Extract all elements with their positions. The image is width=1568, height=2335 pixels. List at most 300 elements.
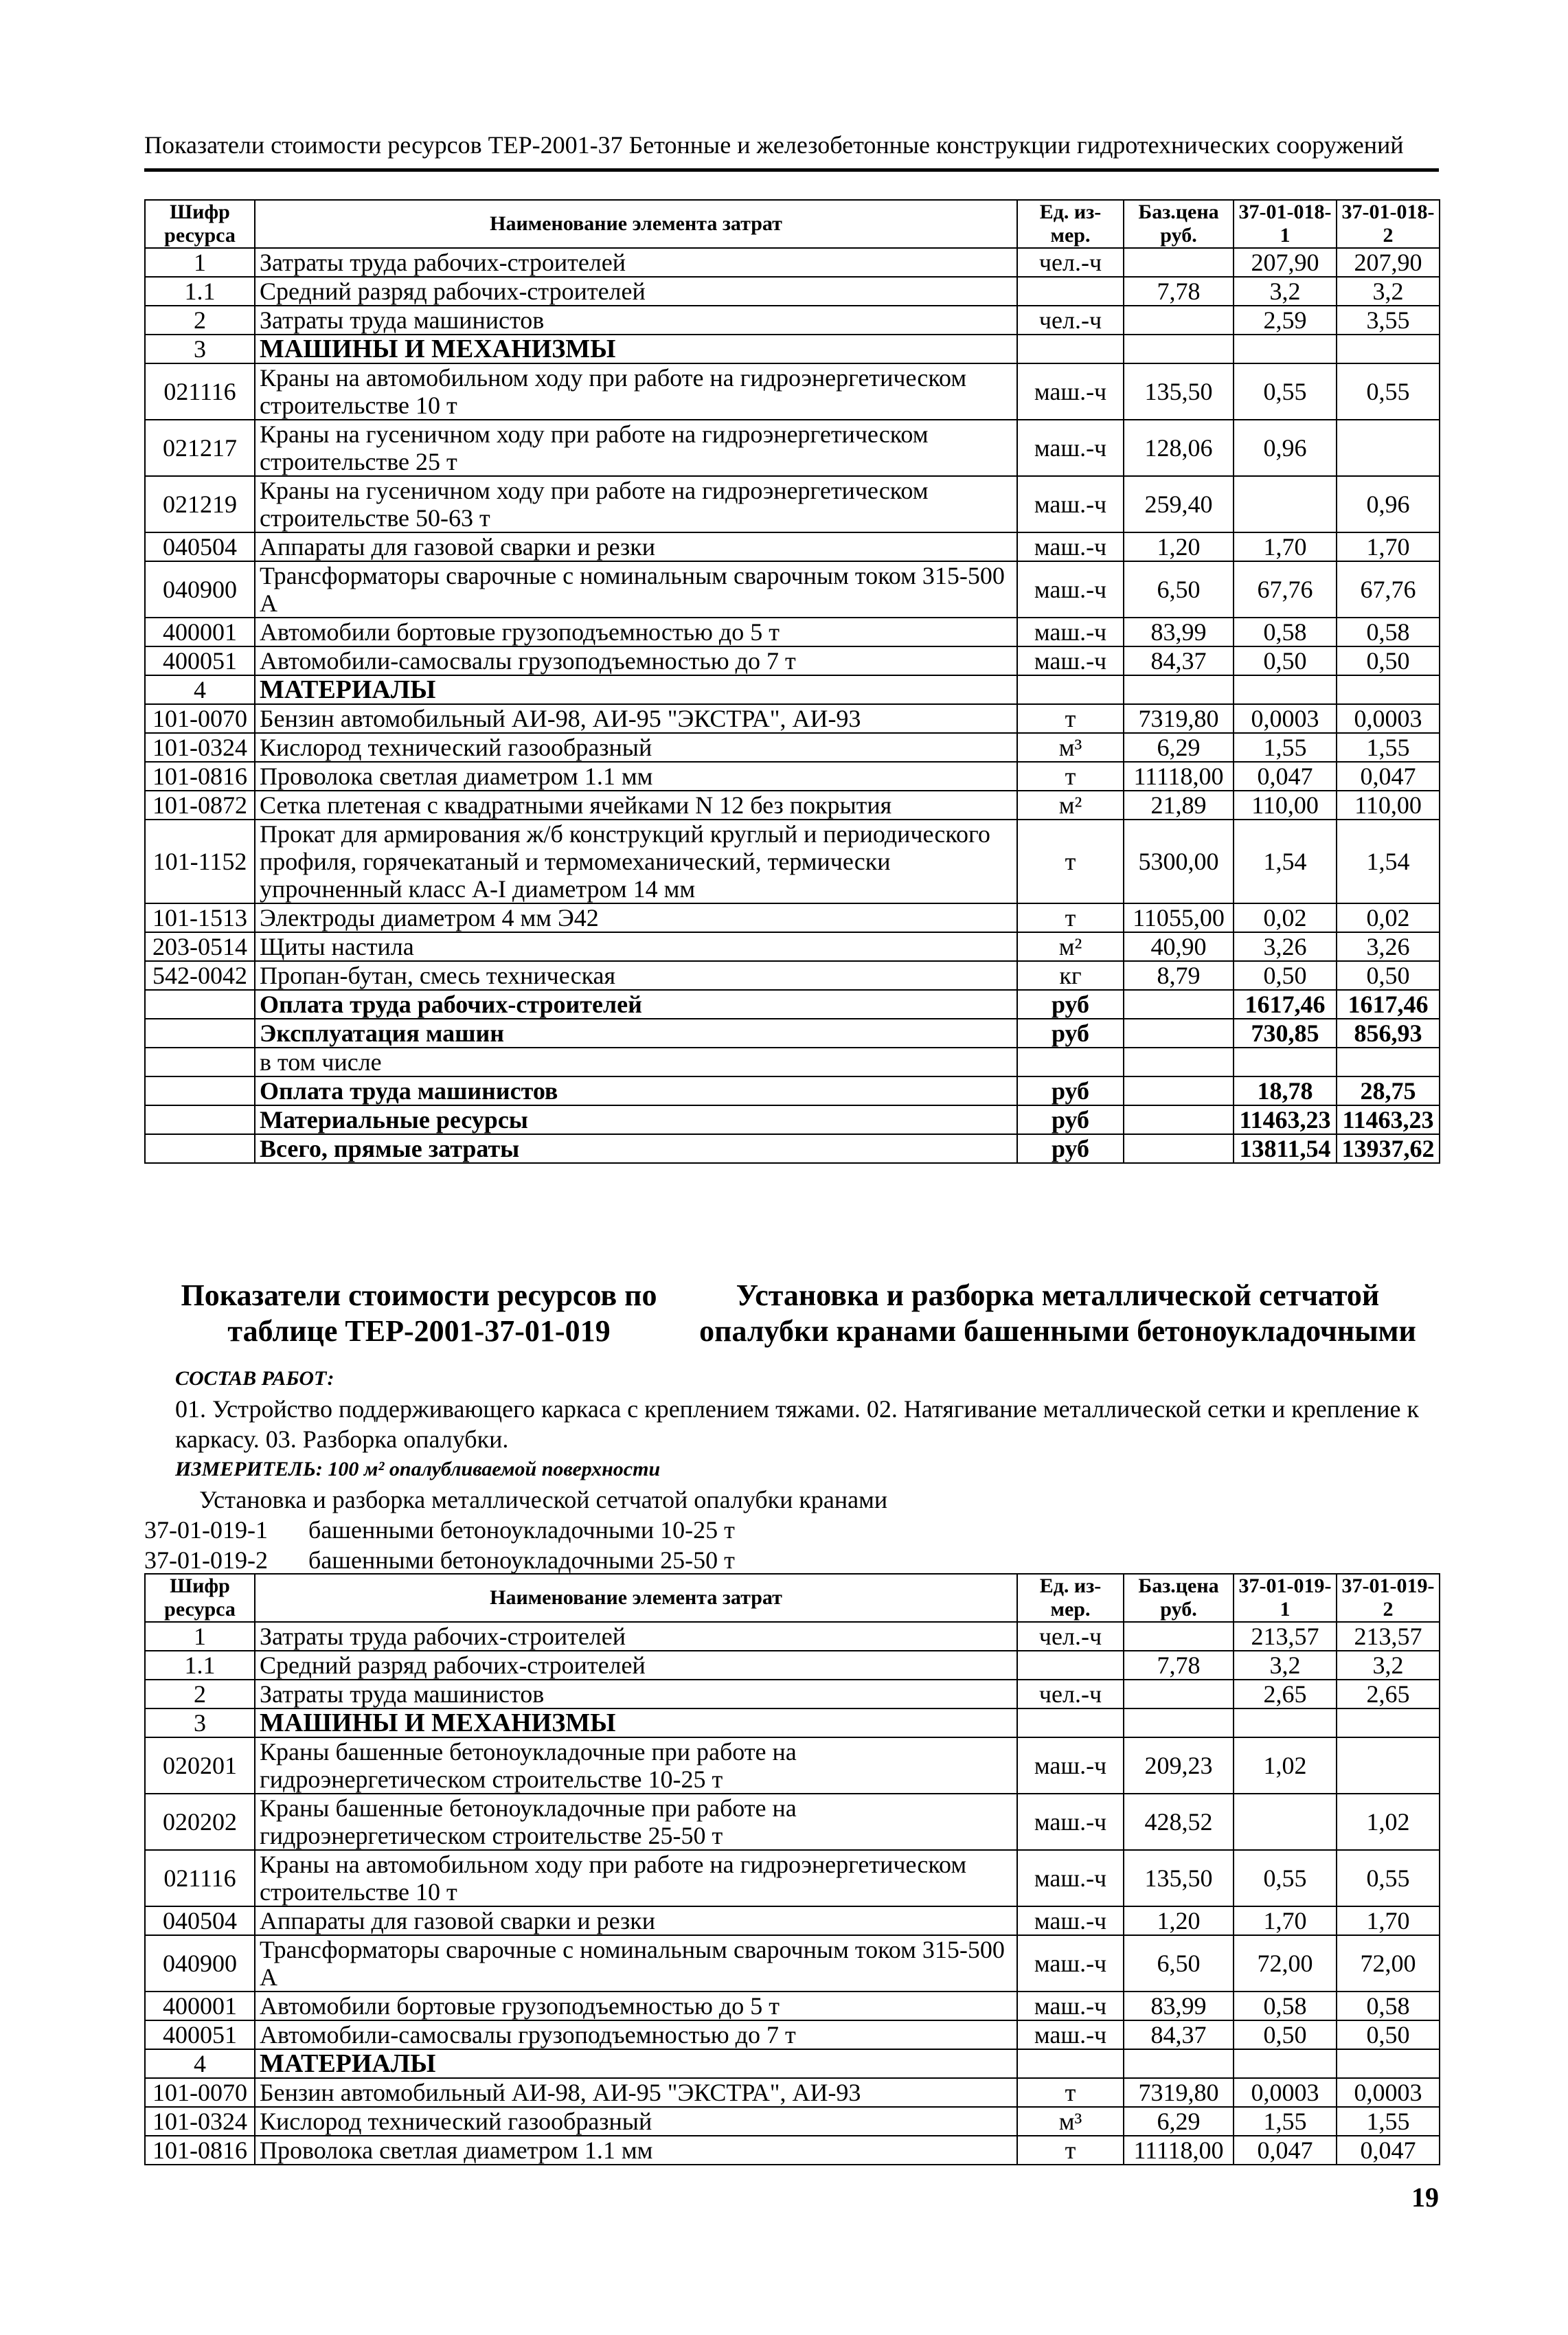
table-row <box>145 820 1440 903</box>
cell-price <box>1124 1019 1234 1048</box>
cell-code: 4 <box>145 2049 255 2078</box>
cell-code: 101-0324 <box>145 2107 255 2136</box>
cell-price: 8,79 <box>1124 961 1234 990</box>
cell-price: 5300,00 <box>1124 820 1234 903</box>
col-header-variant-b: 37-01-018-2 <box>1337 200 1440 248</box>
cell-name: МАШИНЫ И МЕХАНИЗМЫ <box>255 1708 1017 1737</box>
cell-price <box>1124 248 1234 277</box>
cell-unit: чел.-ч <box>1017 248 1124 277</box>
cell-code: 101-0816 <box>145 2136 255 2165</box>
cell-variant-b: 1,54 <box>1337 820 1440 903</box>
table-row <box>145 532 1440 561</box>
cell-variant-a <box>1234 476 1337 532</box>
cell-unit: чел.-ч <box>1017 1622 1124 1651</box>
cell-variant-a <box>1234 1794 1337 1850</box>
cell-code: 020201 <box>145 1737 255 1794</box>
cell-code: 021116 <box>145 1850 255 1906</box>
cell-unit <box>1017 1651 1124 1680</box>
cell-name: МАТЕРИАЛЫ <box>255 2049 1017 2078</box>
cell-name: Затраты труда рабочих-строителей <box>255 1622 1017 1651</box>
cell-price <box>1124 1680 1234 1708</box>
cell-name: Трансформаторы сварочные с номинальным сварочным током 315-500 А <box>255 561 1017 618</box>
cell-name: Автомобили-самосвалы грузоподъемностью до 7 т <box>255 646 1017 675</box>
table-row <box>145 1105 1440 1134</box>
cell-variant-a <box>1234 335 1337 363</box>
cell-price: 84,37 <box>1124 646 1234 675</box>
cell-variant-a: 213,57 <box>1234 1622 1337 1651</box>
cell-price <box>1124 675 1234 704</box>
cell-variant-b <box>1337 2049 1440 2078</box>
cell-variant-a: 0,55 <box>1234 1850 1337 1906</box>
cell-name: Кислород технический газообразный <box>255 733 1017 762</box>
cell-unit: руб <box>1017 1019 1124 1048</box>
cell-name: Электроды диаметром 4 мм Э42 <box>255 903 1017 932</box>
cell-name: Кислород технический газообразный <box>255 2107 1017 2136</box>
cell-name: Сетка плетеная с квадратными ячейками N 12 без покрытия <box>255 791 1017 820</box>
cell-variant-b: 0,0003 <box>1337 704 1440 733</box>
cell-unit: маш.-ч <box>1017 1850 1124 1906</box>
cell-unit <box>1017 2049 1124 2078</box>
cell-variant-a: 0,02 <box>1234 903 1337 932</box>
cell-variant-a: 3,2 <box>1234 277 1337 306</box>
cell-code: 021219 <box>145 476 255 532</box>
cell-price <box>1124 1105 1234 1134</box>
cell-unit: т <box>1017 903 1124 932</box>
cell-unit <box>1017 277 1124 306</box>
cell-code: 2 <box>145 1680 255 1708</box>
cell-unit: т <box>1017 704 1124 733</box>
table-row <box>145 306 1440 335</box>
cell-variant-a: 0,50 <box>1234 646 1337 675</box>
cell-unit: м³ <box>1017 733 1124 762</box>
table-row <box>145 1794 1440 1850</box>
code-id: 37-01-019-2 <box>144 1546 268 1574</box>
col-header-name: Наименование элемента затрат <box>255 1574 1017 1622</box>
col-header-variant-b: 37-01-019-2 <box>1337 1574 1440 1622</box>
cell-price <box>1124 1134 1234 1163</box>
cell-unit: м² <box>1017 791 1124 820</box>
cell-price <box>1124 1708 1234 1737</box>
cell-name: Аппараты для газовой сварки и резки <box>255 532 1017 561</box>
cell-variant-a: 0,50 <box>1234 2020 1337 2049</box>
table-row <box>145 335 1440 363</box>
resource-table-1 <box>144 199 1440 1164</box>
cell-variant-b: 0,58 <box>1337 1992 1440 2020</box>
table-row <box>145 1622 1440 1651</box>
cell-price <box>1124 1622 1234 1651</box>
cell-price: 7,78 <box>1124 1651 1234 1680</box>
cell-variant-b: 0,96 <box>1337 476 1440 532</box>
cell-name: Эксплуатация машин <box>255 1019 1017 1048</box>
cell-name: Пропан-бутан, смесь техническая <box>255 961 1017 990</box>
table-row <box>145 1680 1440 1708</box>
section-title-right: Установка и разборка металлической сетчатой опалубки кранами башенными бетоноукладочными <box>699 1278 1416 1348</box>
cell-name: Оплата труда машинистов <box>255 1076 1017 1105</box>
cell-variant-a: 0,50 <box>1234 961 1337 990</box>
table-row <box>145 1134 1440 1163</box>
cell-variant-a: 0,0003 <box>1234 704 1337 733</box>
cell-price <box>1124 335 1234 363</box>
cell-name: Оплата труда рабочих-строителей <box>255 990 1017 1019</box>
cell-code: 1 <box>145 1622 255 1651</box>
col-header-price: Баз.цена руб. <box>1124 200 1234 248</box>
cell-variant-b: 0,50 <box>1337 646 1440 675</box>
page-number: 19 <box>1411 2182 1439 2213</box>
cell-price: 11118,00 <box>1124 2136 1234 2165</box>
cell-unit: маш.-ч <box>1017 1992 1124 2020</box>
cell-code: 2 <box>145 306 255 335</box>
table-row <box>145 2136 1440 2165</box>
cell-price: 11118,00 <box>1124 762 1234 791</box>
table-header-row <box>145 1574 1440 1622</box>
cell-unit <box>1017 1708 1124 1737</box>
cell-name: Всего, прямые затраты <box>255 1134 1017 1163</box>
cell-name: Средний разряд рабочих-строителей <box>255 1651 1017 1680</box>
cell-variant-b: 856,93 <box>1337 1019 1440 1048</box>
cell-unit: маш.-ч <box>1017 1794 1124 1850</box>
cell-unit: маш.-ч <box>1017 532 1124 561</box>
col-header-code: Шифр ресурса <box>145 200 255 248</box>
cell-unit: м² <box>1017 932 1124 961</box>
table-row <box>145 476 1440 532</box>
cell-unit: маш.-ч <box>1017 1906 1124 1935</box>
cell-variant-a: 1,70 <box>1234 1906 1337 1935</box>
col-header-price: Баз.цена руб. <box>1124 1574 1234 1622</box>
cell-name: Краны башенные бетоноукладочные при работе на гидроэнергетическом строительстве 10-25 т <box>255 1737 1017 1794</box>
cell-unit: маш.-ч <box>1017 420 1124 476</box>
code-line <box>144 1515 1442 1545</box>
table-row <box>145 675 1440 704</box>
cell-name: Аппараты для газовой сварки и резки <box>255 1906 1017 1935</box>
header-divider <box>144 168 1439 172</box>
cell-variant-a: 0,58 <box>1234 1992 1337 2020</box>
table-row <box>145 2049 1440 2078</box>
cell-code: 101-0070 <box>145 2078 255 2107</box>
cell-variant-a: 1,55 <box>1234 733 1337 762</box>
cell-code: 021217 <box>145 420 255 476</box>
table-row <box>145 1708 1440 1737</box>
cell-unit: руб <box>1017 1076 1124 1105</box>
cell-name: в том числе <box>255 1048 1017 1076</box>
cell-price: 135,50 <box>1124 1850 1234 1906</box>
cell-variant-a <box>1234 1048 1337 1076</box>
col-header-unit: Ед. из-мер. <box>1017 1574 1124 1622</box>
cell-variant-b: 1,02 <box>1337 1794 1440 1850</box>
cell-variant-a: 110,00 <box>1234 791 1337 820</box>
col-header-code: Шифр ресурса <box>145 1574 255 1622</box>
code-text: башенными бетоноукладочными 10-25 т <box>308 1516 735 1544</box>
cell-price <box>1124 990 1234 1019</box>
cell-variant-a: 0,047 <box>1234 2136 1337 2165</box>
cell-code: 400001 <box>145 618 255 646</box>
cell-variant-b: 0,047 <box>1337 762 1440 791</box>
cell-variant-b <box>1337 1737 1440 1794</box>
cell-variant-b <box>1337 1048 1440 1076</box>
section-title-left: Показатели стоимости ресурсов по таблице ТЕР-2001-37-01-019 <box>181 1278 657 1348</box>
cell-variant-b: 0,047 <box>1337 2136 1440 2165</box>
cell-unit: руб <box>1017 1105 1124 1134</box>
cell-name: Краны на гусеничном ходу при работе на гидроэнергетическом строительстве 25 т <box>255 420 1017 476</box>
table-row <box>145 1737 1440 1794</box>
cell-variant-b <box>1337 420 1440 476</box>
resource-table-2 <box>144 1573 1440 2165</box>
table-row <box>145 932 1440 961</box>
cell-code: 3 <box>145 335 255 363</box>
cell-code: 021116 <box>145 363 255 420</box>
cell-code: 101-0872 <box>145 791 255 820</box>
cell-name: Щиты настила <box>255 932 1017 961</box>
cell-name: Автомобили бортовые грузоподъемностью до 5 т <box>255 618 1017 646</box>
work-composition-label: СОСТАВ РАБОТ: <box>175 1367 334 1390</box>
work-composition-text: 01. Устройство поддерживающего каркаса с креплением тяжами. 02. Натягивание металлической сетки и крепление к каркасу. 03. Разборка опалубки. <box>175 1395 1419 1453</box>
cell-name: Краны на автомобильном ходу при работе на гидроэнергетическом строительстве 10 т <box>255 1850 1017 1906</box>
cell-name: Затраты труда машинистов <box>255 1680 1017 1708</box>
cell-variant-b: 0,58 <box>1337 618 1440 646</box>
table-row <box>145 961 1440 990</box>
cell-code: 1 <box>145 248 255 277</box>
cell-code <box>145 1105 255 1134</box>
cell-variant-b: 28,75 <box>1337 1076 1440 1105</box>
cell-price: 428,52 <box>1124 1794 1234 1850</box>
cell-unit: маш.-ч <box>1017 1935 1124 1992</box>
cell-code: 101-1513 <box>145 903 255 932</box>
cell-name: Трансформаторы сварочные с номинальным сварочным током 315-500 А <box>255 1935 1017 1992</box>
code-text: башенными бетоноукладочными 25-50 т <box>308 1546 735 1574</box>
cell-variant-a: 11463,23 <box>1234 1105 1337 1134</box>
cell-unit: маш.-ч <box>1017 363 1124 420</box>
cell-variant-b <box>1337 1708 1440 1737</box>
cell-unit: м³ <box>1017 2107 1124 2136</box>
cell-code: 040900 <box>145 1935 255 1992</box>
cell-price: 128,06 <box>1124 420 1234 476</box>
cell-price: 259,40 <box>1124 476 1234 532</box>
cell-code <box>145 990 255 1019</box>
table-row <box>145 1651 1440 1680</box>
col-header-variant-a: 37-01-018-1 <box>1234 200 1337 248</box>
cell-code: 3 <box>145 1708 255 1737</box>
cell-variant-b: 3,55 <box>1337 306 1440 335</box>
cell-name: Краны башенные бетоноукладочные при работе на гидроэнергетическом строительстве 25-50 т <box>255 1794 1017 1850</box>
cell-name: Прокат для армирования ж/б конструкций круглый и периодического профиля, горячекатаный и термомеханический, термически упрочненный класс А-I диаметром 14 мм <box>255 820 1017 903</box>
cell-unit: кг <box>1017 961 1124 990</box>
table-row <box>145 1019 1440 1048</box>
cell-variant-b: 1617,46 <box>1337 990 1440 1019</box>
cell-price: 6,50 <box>1124 561 1234 618</box>
table-row <box>145 762 1440 791</box>
cell-variant-b: 3,2 <box>1337 1651 1440 1680</box>
cell-code: 203-0514 <box>145 932 255 961</box>
cell-price <box>1124 306 1234 335</box>
cell-name: МАШИНЫ И МЕХАНИЗМЫ <box>255 335 1017 363</box>
cell-code: 040504 <box>145 1906 255 1935</box>
cell-price: 11055,00 <box>1124 903 1234 932</box>
cell-code <box>145 1048 255 1076</box>
cell-variant-b: 0,02 <box>1337 903 1440 932</box>
cell-price: 21,89 <box>1124 791 1234 820</box>
cell-variant-a: 0,0003 <box>1234 2078 1337 2107</box>
cell-name: Бензин автомобильный АИ-98, АИ-95 "ЭКСТРА", АИ-93 <box>255 2078 1017 2107</box>
cell-unit: маш.-ч <box>1017 646 1124 675</box>
cell-variant-b: 0,0003 <box>1337 2078 1440 2107</box>
table-row <box>145 561 1440 618</box>
table-row <box>145 1048 1440 1076</box>
table-row <box>145 1076 1440 1105</box>
cell-variant-b: 3,26 <box>1337 932 1440 961</box>
table-row <box>145 990 1440 1019</box>
cell-variant-b: 0,55 <box>1337 1850 1440 1906</box>
cell-variant-a: 18,78 <box>1234 1076 1337 1105</box>
cell-unit: чел.-ч <box>1017 1680 1124 1708</box>
cell-code: 101-0816 <box>145 762 255 791</box>
cell-price <box>1124 1048 1234 1076</box>
cell-unit <box>1017 675 1124 704</box>
cell-variant-a: 72,00 <box>1234 1935 1337 1992</box>
cell-variant-b: 0,55 <box>1337 363 1440 420</box>
cell-variant-b: 2,65 <box>1337 1680 1440 1708</box>
page-header: Показатели стоимости ресурсов ТЕР-2001-37 Бетонные и железобетонные конструкции гидротехнических сооружений <box>144 131 1404 159</box>
cell-price: 7319,80 <box>1124 2078 1234 2107</box>
cell-unit <box>1017 1048 1124 1076</box>
cell-variant-b: 1,55 <box>1337 733 1440 762</box>
table-row <box>145 618 1440 646</box>
work-composition <box>144 1364 1442 1575</box>
measure-unit: ИЗМЕРИТЕЛЬ: 100 м² опалубливаемой поверхности <box>175 1458 661 1480</box>
cell-unit: маш.-ч <box>1017 1737 1124 1794</box>
table-row <box>145 733 1440 762</box>
cell-variant-a: 3,26 <box>1234 932 1337 961</box>
cell-variant-b: 213,57 <box>1337 1622 1440 1651</box>
cell-unit: т <box>1017 2136 1124 2165</box>
cell-variant-b: 1,70 <box>1337 532 1440 561</box>
cell-variant-a: 3,2 <box>1234 1651 1337 1680</box>
cell-code: 101-0324 <box>145 733 255 762</box>
cell-price <box>1124 1076 1234 1105</box>
table-row <box>145 646 1440 675</box>
col-header-unit: Ед. из-мер. <box>1017 200 1124 248</box>
cell-code <box>145 1076 255 1105</box>
cell-price: 6,50 <box>1124 1935 1234 1992</box>
cell-code: 400051 <box>145 646 255 675</box>
col-header-name: Наименование элемента затрат <box>255 200 1017 248</box>
cell-variant-a: 1617,46 <box>1234 990 1337 1019</box>
col-header-variant-a: 37-01-019-1 <box>1234 1574 1337 1622</box>
cell-price: 83,99 <box>1124 618 1234 646</box>
cell-variant-a: 0,96 <box>1234 420 1337 476</box>
cell-unit <box>1017 335 1124 363</box>
cell-code <box>145 1134 255 1163</box>
table-row <box>145 1906 1440 1935</box>
cell-code: 101-0070 <box>145 704 255 733</box>
cell-price: 135,50 <box>1124 363 1234 420</box>
table-row <box>145 1850 1440 1906</box>
cell-variant-b: 67,76 <box>1337 561 1440 618</box>
cell-code: 400001 <box>145 1992 255 2020</box>
cell-unit: руб <box>1017 1134 1124 1163</box>
cell-price: 83,99 <box>1124 1992 1234 2020</box>
table-header-row <box>145 200 1440 248</box>
cell-price <box>1124 2049 1234 2078</box>
cell-price: 84,37 <box>1124 2020 1234 2049</box>
cell-code: 1.1 <box>145 1651 255 1680</box>
section-intro: Установка и разборка металлической сетчатой опалубки кранами <box>199 1486 888 1513</box>
cell-price: 209,23 <box>1124 1737 1234 1794</box>
cell-variant-a: 0,047 <box>1234 762 1337 791</box>
cell-unit: маш.-ч <box>1017 2020 1124 2049</box>
cell-variant-b: 207,90 <box>1337 248 1440 277</box>
table-row <box>145 2107 1440 2136</box>
table-row <box>145 363 1440 420</box>
cell-variant-b <box>1337 335 1440 363</box>
cell-variant-a: 1,55 <box>1234 2107 1337 2136</box>
cell-name: Автомобили-самосвалы грузоподъемностью до 7 т <box>255 2020 1017 2049</box>
cell-variant-b: 1,70 <box>1337 1906 1440 1935</box>
cell-variant-a: 2,65 <box>1234 1680 1337 1708</box>
cell-unit: т <box>1017 2078 1124 2107</box>
cell-unit: т <box>1017 762 1124 791</box>
code-line <box>144 1545 1442 1575</box>
cell-variant-b <box>1337 675 1440 704</box>
cell-price: 7319,80 <box>1124 704 1234 733</box>
cell-name: Материальные ресурсы <box>255 1105 1017 1134</box>
cell-variant-a: 207,90 <box>1234 248 1337 277</box>
cell-variant-b: 0,50 <box>1337 2020 1440 2049</box>
cell-variant-a: 2,59 <box>1234 306 1337 335</box>
cell-name: МАТЕРИАЛЫ <box>255 675 1017 704</box>
cell-price: 40,90 <box>1124 932 1234 961</box>
cell-variant-a: 67,76 <box>1234 561 1337 618</box>
cell-variant-a <box>1234 1708 1337 1737</box>
cell-code: 1.1 <box>145 277 255 306</box>
cell-unit: маш.-ч <box>1017 561 1124 618</box>
table-row <box>145 420 1440 476</box>
cell-variant-b: 110,00 <box>1337 791 1440 820</box>
cell-variant-b: 3,2 <box>1337 277 1440 306</box>
cell-price: 1,20 <box>1124 532 1234 561</box>
cell-name: Проволока светлая диаметром 1.1 мм <box>255 2136 1017 2165</box>
table-row <box>145 903 1440 932</box>
cell-price: 6,29 <box>1124 2107 1234 2136</box>
cell-code: 4 <box>145 675 255 704</box>
cell-name: Краны на гусеничном ходу при работе на гидроэнергетическом строительстве 50-63 т <box>255 476 1017 532</box>
cell-price: 6,29 <box>1124 733 1234 762</box>
cell-variant-b: 0,50 <box>1337 961 1440 990</box>
cell-variant-a <box>1234 675 1337 704</box>
cell-unit: руб <box>1017 990 1124 1019</box>
cell-variant-b: 1,55 <box>1337 2107 1440 2136</box>
cell-variant-a: 730,85 <box>1234 1019 1337 1048</box>
table-row <box>145 1992 1440 2020</box>
cell-variant-b: 72,00 <box>1337 1935 1440 1992</box>
cell-variant-a: 1,54 <box>1234 820 1337 903</box>
cell-variant-a <box>1234 2049 1337 2078</box>
cell-unit: т <box>1017 820 1124 903</box>
cell-name: Средний разряд рабочих-строителей <box>255 277 1017 306</box>
cell-name: Автомобили бортовые грузоподъемностью до 5 т <box>255 1992 1017 2020</box>
cell-name: Проволока светлая диаметром 1.1 мм <box>255 762 1017 791</box>
cell-code <box>145 1019 255 1048</box>
cell-code: 040504 <box>145 532 255 561</box>
cell-unit: маш.-ч <box>1017 476 1124 532</box>
cell-price: 1,20 <box>1124 1906 1234 1935</box>
cell-variant-a: 13811,54 <box>1234 1134 1337 1163</box>
code-id: 37-01-019-1 <box>144 1516 268 1544</box>
cell-variant-a: 0,55 <box>1234 363 1337 420</box>
cell-name: Затраты труда рабочих-строителей <box>255 248 1017 277</box>
table-row <box>145 248 1440 277</box>
table-row <box>145 277 1440 306</box>
cell-code: 400051 <box>145 2020 255 2049</box>
cell-code: 542-0042 <box>145 961 255 990</box>
